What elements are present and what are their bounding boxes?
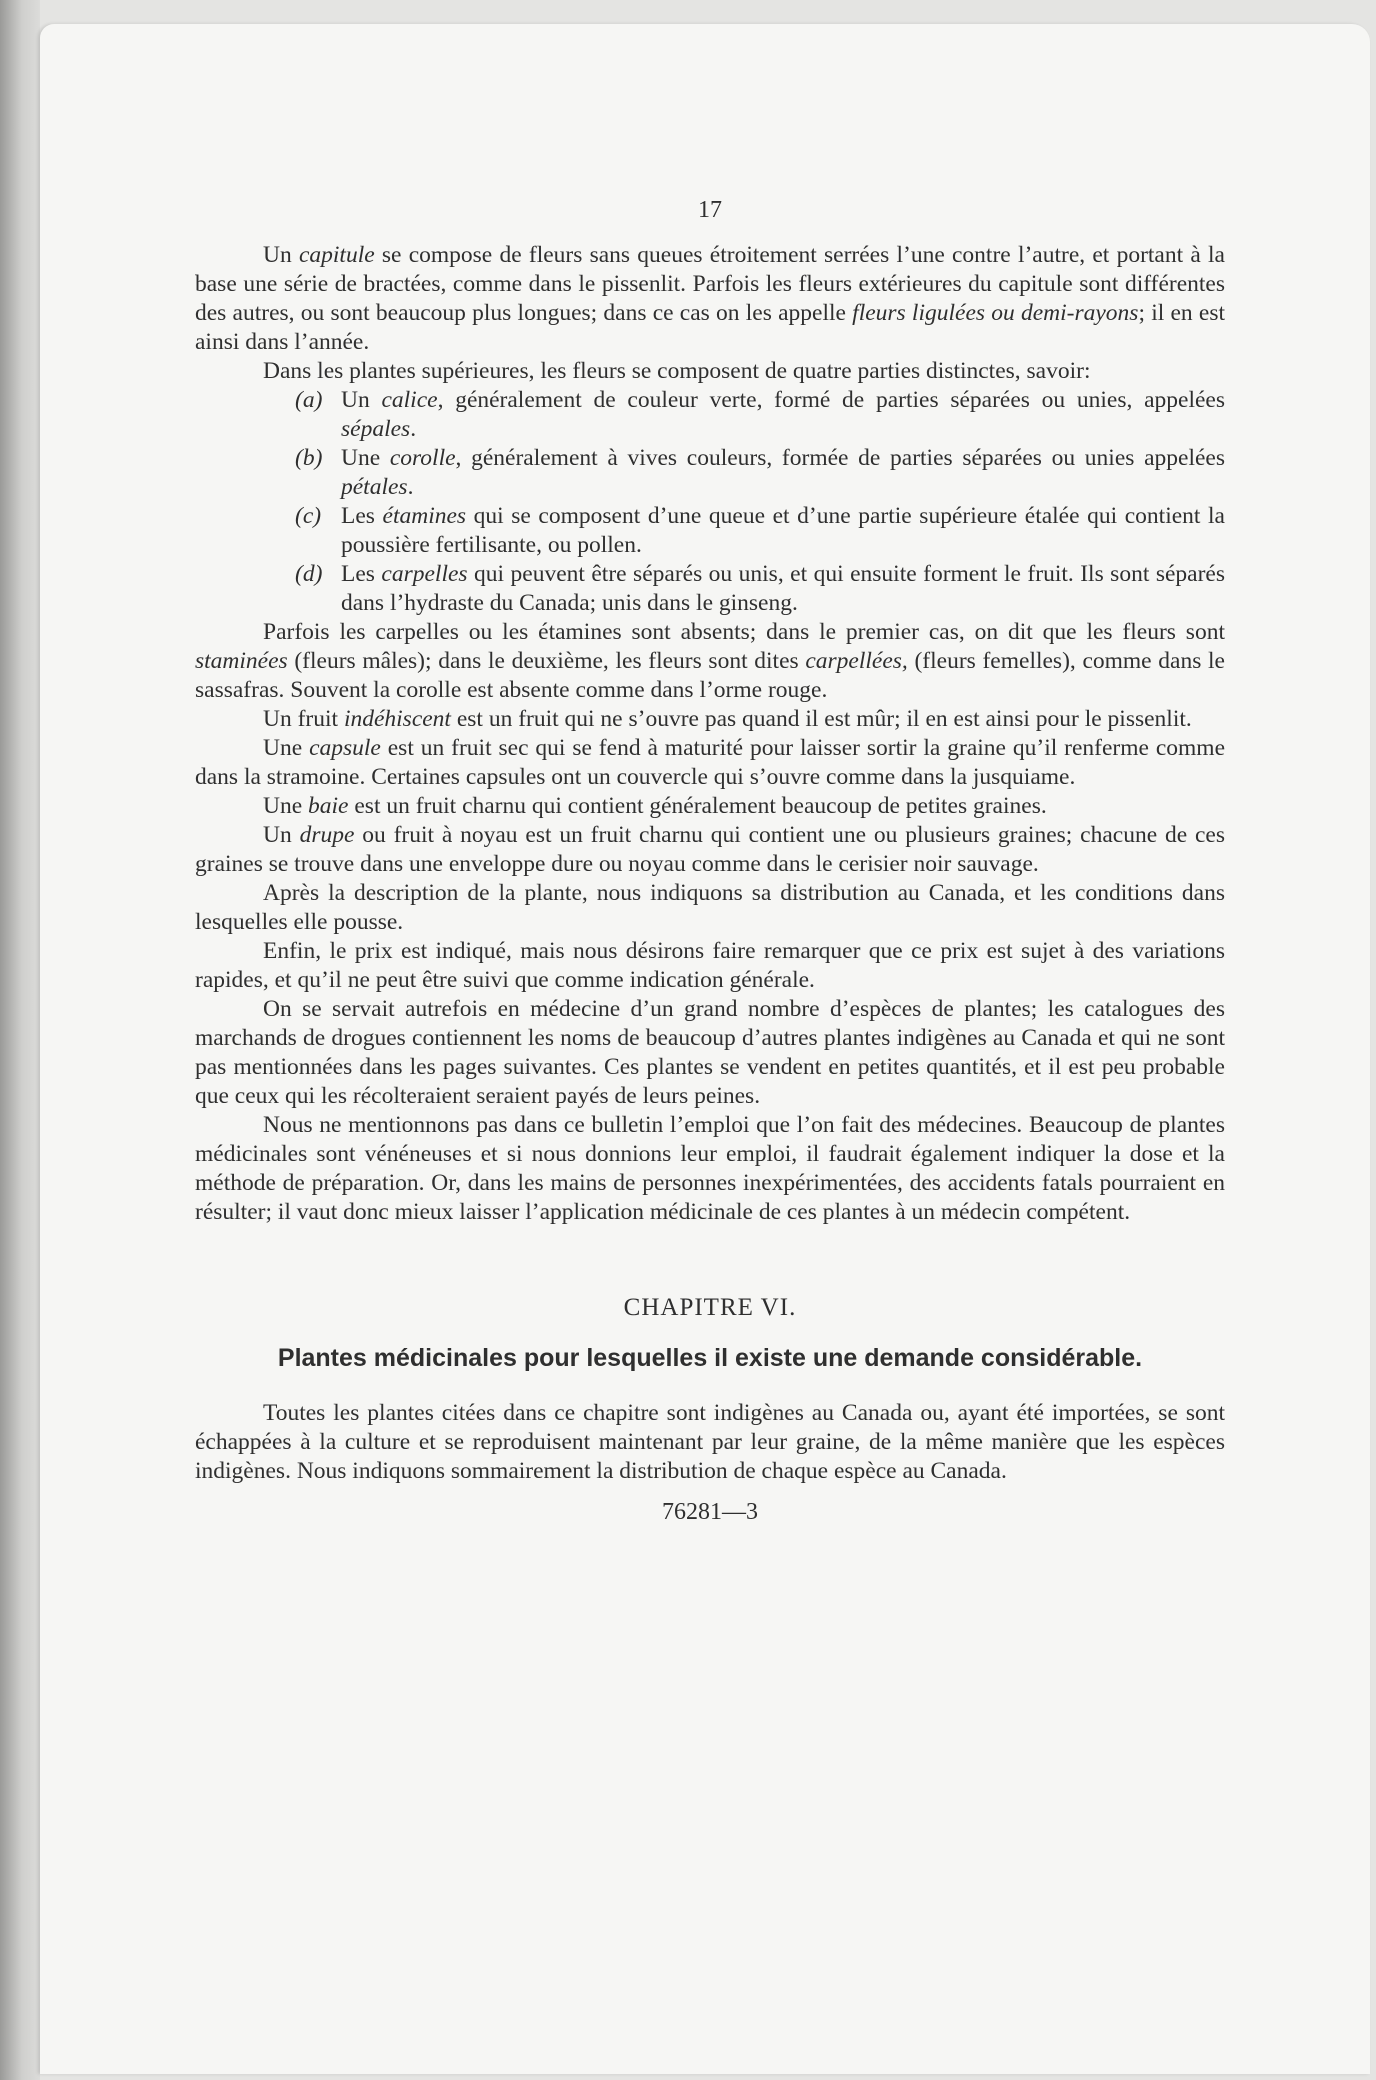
- list-item-calice: [195, 386, 1225, 444]
- term-corolle: corolle: [389, 445, 456, 471]
- term-baie: baie: [308, 793, 349, 819]
- list-body: [341, 560, 1225, 618]
- text-run: , généralement de couleur verte, formé de parties séparées ou unies, appelées: [437, 387, 1225, 413]
- book-page: [40, 24, 1370, 2074]
- text-run: Une: [341, 445, 390, 471]
- text-run: se compose de fleurs sans queues étroitement serrées l’une contre l’autre, et portant à la base une série de bractées, comme dans le pissenlit. Parfois les fleurs extérieures du capitule sont différentes des autres, ou sont beaucoup plus longues; dans ce cas on les appelle: [195, 242, 1225, 326]
- term-fleurs-ligulees: fleurs ligulées ou demi-rayons: [852, 300, 1139, 326]
- text-run: Un fruit: [263, 706, 344, 732]
- page-content: [195, 174, 1225, 1527]
- text-run: Un: [263, 822, 300, 848]
- list-body: [341, 444, 1225, 502]
- text-run: , généralement à vives couleurs, formée de parties séparées ou unies appelées: [455, 445, 1225, 471]
- text-run: ou fruit à noyau est un fruit charnu qui contient une ou plusieurs graines; chacune de ces graines se trouve dans une enveloppe dure ou noyau comme dans le cerisier noir sauvage.: [195, 822, 1225, 877]
- paragraph-prix: Enfin, le prix est indiqué, mais nous désirons faire remarquer que ce prix est sujet à des variations rapides, et qu’il ne peut être suivi que comme indication générale.: [195, 938, 1225, 993]
- term-etamines: étamines: [382, 503, 467, 529]
- text-run: est un fruit sec qui se fend à maturité pour laisser sortir la graine qu’il renferme comme dans la stramoine. Certaines capsules ont un couvercle qui s’ouvre comme dans la jusquiame.: [195, 735, 1226, 790]
- footer-signature-code: 76281—3: [662, 1499, 758, 1525]
- list-item-carpelles: [195, 560, 1225, 618]
- text-run: Un: [341, 387, 382, 413]
- term-drupe: drupe: [299, 822, 355, 848]
- list-label: (b): [295, 445, 323, 471]
- text-run: Les: [341, 503, 383, 529]
- chapter-title: CHAPITRE VI.: [623, 1294, 797, 1321]
- text-run: est un fruit charnu qui contient généralement beaucoup de petites graines.: [348, 793, 1047, 819]
- section-heading: Plantes médicinales pour lesquelles il existe une demande considérable.: [277, 1344, 1143, 1372]
- list-body: [341, 502, 1225, 560]
- paragraph-plantes-superieures: Dans les plantes supérieures, les fleurs se composent de quatre parties distinctes, savoir:: [263, 358, 1091, 384]
- term-petales: pétales: [341, 474, 408, 500]
- page-number: 17: [698, 197, 722, 223]
- text-run: (fleurs femelles), comme dans le sassafras. Souvent la corolle est absente comme dans l’orme rouge.: [195, 648, 1225, 703]
- term-carpellees: carpellées,: [805, 648, 908, 674]
- paragraph-distribution: Après la description de la plante, nous indiquons sa distribution au Canada, et les conditions dans lesquelles elle pousse.: [195, 880, 1225, 935]
- text-run: est un fruit qui ne s’ouvre pas quand il est mûr; il en est ainsi pour le pissenlit.: [450, 706, 1192, 732]
- list-item-corolle: [195, 444, 1225, 502]
- term-staminees: staminées: [195, 648, 288, 674]
- term-indehiscent: indéhiscent: [343, 706, 451, 732]
- text-run: ; il en est ainsi dans l’année.: [195, 300, 1226, 355]
- paragraph-indehiscent: [195, 705, 1225, 734]
- term-calice: calice: [381, 387, 438, 413]
- term-sepales: sépales: [341, 416, 411, 442]
- paragraph-emploi: Nous ne mentionnons pas dans ce bulletin l’emploi que l’on fait des médecines. Beaucoup de plantes médicinales sont vénéneuses et si nous donnions leur emploi, il faudrait également indiquer la dose et la méthode de préparation. Or, dans les mains de personnes inexpérimentées, des accidents fatals pourraient en résulter; il vaut donc mieux laisser l’application médicinale de ces plantes à un médecin compétent.: [195, 1112, 1225, 1225]
- book-spine: [0, 0, 40, 2080]
- paragraph-drupe: [195, 821, 1225, 879]
- list-label: (d): [295, 561, 323, 587]
- text-run: Un: [263, 242, 299, 268]
- paragraph-carpelles-etamines: [195, 618, 1225, 705]
- term-capsule: capsule: [309, 735, 381, 761]
- paragraph-baie: [195, 792, 1225, 821]
- term-carpelles: carpelles: [381, 561, 468, 587]
- paragraph-medecine: On se servait autrefois en médecine d’un grand nombre d’espèces de plantes; les catalogues des marchands de drogues contiennent les noms de beaucoup d’autres plantes indigènes au Canada et qui ne sont pas mentionnées dans les pages suivantes. Ces plantes se vendent en petites quantités, et il est peu probable que ceux qui les récolteraient seraient payés de leurs peines.: [195, 996, 1225, 1109]
- list-body: [341, 386, 1225, 444]
- text-run: Les: [341, 561, 382, 587]
- list-label: (c): [295, 503, 322, 529]
- text-run: .: [407, 474, 414, 500]
- text-run: Parfois les carpelles ou les étamines sont absents; dans le premier cas, on dit que les fleurs sont: [263, 619, 1225, 645]
- text-run: qui peuvent être séparés ou unis, et qui ensuite forment le fruit. Ils sont séparés dans l’hydraste du Canada; unis dans le ginseng.: [341, 561, 1225, 616]
- list-label: (a): [295, 387, 323, 413]
- paragraph-capitule: [195, 241, 1225, 357]
- paragraph-capsule: [195, 734, 1225, 792]
- term-capitule: capitule: [298, 242, 375, 268]
- text-run: qui se composent d’une queue et d’une partie supérieure étalée qui contient la poussière fertilisante, ou pollen.: [341, 503, 1225, 558]
- text-run: (fleurs mâles); dans le deuxième, les fleurs sont dites: [287, 648, 806, 674]
- paragraph-chapter-intro: Toutes les plantes citées dans ce chapitre sont indigènes au Canada ou, ayant été importées, se sont échappées à la culture et se reproduisent maintenant par leur graine, de la même manière que les espèces indigènes. Nous indiquons sommairement la distribution de chaque espèce au Canada.: [195, 1400, 1225, 1484]
- list-item-etamines: [195, 502, 1225, 560]
- text-run: Une: [263, 735, 310, 761]
- text-run: .: [410, 416, 417, 442]
- text-run: Une: [263, 793, 309, 819]
